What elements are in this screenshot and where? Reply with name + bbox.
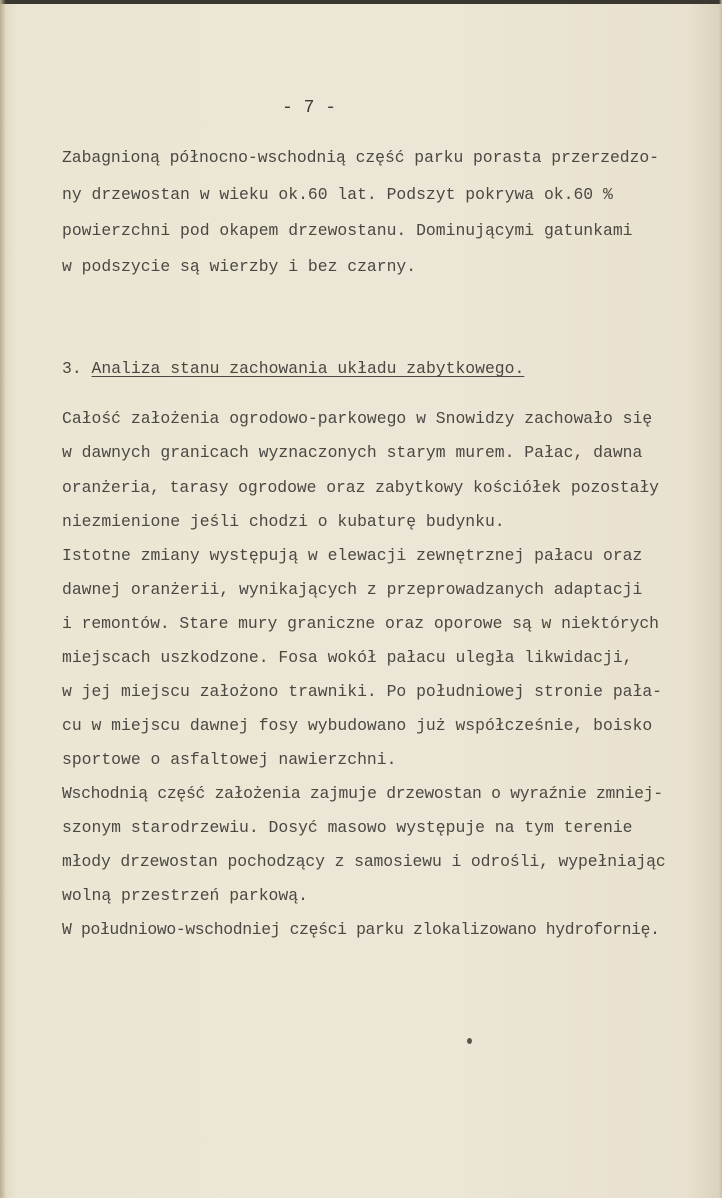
paragraph-2-line: sportowe o asfaltowej nawierzchni. bbox=[62, 750, 397, 769]
paragraph-2-line: Całość założenia ogrodowo-parkowego w Snowidzy zachowało się bbox=[62, 409, 653, 428]
page-top-edge bbox=[0, 0, 722, 4]
paragraph-2-line: W południowo-wschodniej części parku zlokalizowano hydrofornię. bbox=[62, 920, 660, 939]
paragraph-1-line: w podszycie są wierzby i bez czarny. bbox=[62, 257, 417, 276]
paragraph-2-line: miejscach uszkodzone. Fosa wokół pałacu uległa likwidacji, bbox=[62, 648, 633, 667]
paragraph-2-line: oranżeria, tarasy ogrodowe oraz zabytkowy kościółek pozostały bbox=[62, 478, 659, 497]
paragraph-2-line: szonym starodrzewiu. Dosyć masowo występuje na tym terenie bbox=[62, 818, 633, 837]
page-binding-shadow bbox=[0, 0, 6, 1198]
paragraph-2-line: w jej miejscu założono trawniki. Po południowej stronie pała- bbox=[62, 682, 662, 701]
paragraph-2-line: i remontów. Stare mury graniczne oraz oporowe są w niektórych bbox=[62, 614, 659, 633]
paragraph-2-line: młody drzewostan pochodzący z samosiewu i odrośli, wypełniając bbox=[62, 852, 666, 871]
page-number: - 7 - bbox=[282, 98, 337, 118]
paragraph-2-line: w dawnych granicach wyznaczonych starym murem. Pałac, dawna bbox=[62, 443, 643, 462]
section-title: Analiza stanu zachowania układu zabytkowego. bbox=[91, 359, 525, 378]
paragraph-2-line: Wschodnią część założenia zajmuje drzewostan o wyraźnie zmniej- bbox=[62, 784, 663, 803]
paragraph-2-line: cu w miejscu dawnej fosy wybudowano już współcześnie, boisko bbox=[62, 716, 653, 735]
paragraph-1-line: powierzchni pod okapem drzewostanu. Dominującymi gatunkami bbox=[62, 221, 633, 240]
paragraph-1-line: ny drzewostan w wieku ok.60 lat. Podszyt pokrywa ok.60 % bbox=[62, 185, 613, 204]
paragraph-2-line: wolną przestrzeń parkową. bbox=[62, 886, 308, 905]
paragraph-2-line: dawnej oranżerii, wynikających z przeprowadzanych adaptacji bbox=[62, 580, 643, 599]
paragraph-1-line: Zabagnioną północno-wschodnią część parku porasta przerzedzo- bbox=[62, 148, 659, 167]
ink-speck bbox=[467, 1038, 472, 1044]
section-number: 3. bbox=[62, 359, 82, 378]
paragraph-2-line: Istotne zmiany występują w elewacji zewnętrznej pałacu oraz bbox=[62, 546, 643, 565]
section-heading bbox=[62, 359, 524, 379]
paragraph-2-line: niezmienione jeśli chodzi o kubaturę budynku. bbox=[62, 512, 505, 531]
